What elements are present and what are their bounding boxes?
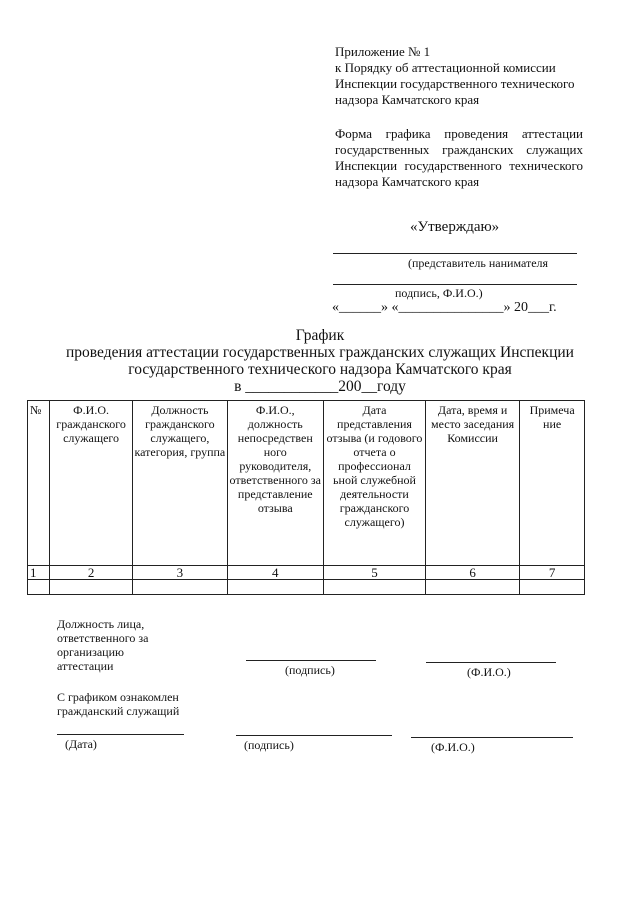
column-header: Дата представления отзыва (и годового отчета о профессионал ьной служебной деятельности гражданского служащего) — [324, 401, 426, 566]
column-header: Ф.И.О. гражданского служащего — [49, 401, 132, 566]
responsible-line: организацию — [57, 645, 124, 659]
document-title-year: в ____________200__году — [234, 378, 406, 395]
column-header: Ф.И.О., должность непосредствен ного руководителя, ответственного за представление отзыва — [227, 401, 323, 566]
column-number: 6 — [425, 566, 519, 580]
table-cell — [520, 580, 585, 595]
table-cell — [324, 580, 426, 595]
column-header: № — [28, 401, 50, 566]
acquainted-label — [57, 690, 227, 718]
document-title-line: государственного технического надзора Камчатского края — [128, 361, 512, 378]
column-number: 5 — [324, 566, 426, 580]
fio-label: (Ф.И.О.) — [467, 665, 511, 679]
responsible-person-label — [57, 617, 207, 673]
acquainted-line: С графиком ознакомлен — [57, 690, 179, 704]
column-number: 3 — [133, 566, 227, 580]
signature-label-2: (подпись) — [244, 738, 294, 752]
table-cell — [49, 580, 132, 595]
table-cell — [227, 580, 323, 595]
approval-date-line: «______» «_______________» 20___г. — [332, 300, 557, 315]
approval-signature-line-1 — [333, 253, 577, 254]
date-line — [57, 734, 184, 735]
signature-label: (подпись) — [285, 663, 335, 677]
column-number: 7 — [520, 566, 585, 580]
column-header: Дата, время и место заседания Комиссии — [425, 401, 519, 566]
form-description-line: надзора Камчатского края — [335, 174, 480, 189]
acquainted-line: гражданский служащий — [57, 704, 180, 718]
table-number-row — [28, 566, 585, 580]
table-header-row — [28, 401, 585, 566]
schedule-table — [27, 400, 585, 595]
approval-signature-line-2 — [333, 284, 577, 285]
table-cell — [425, 580, 519, 595]
form-description — [335, 126, 583, 190]
column-number: 4 — [227, 566, 323, 580]
document-title-line: проведения аттестации государственных гражданских служащих Инспекции — [66, 344, 574, 361]
representative-label: (представитель нанимателя — [408, 256, 549, 270]
table-cell — [133, 580, 227, 595]
approval-title: «Утверждаю» — [410, 219, 500, 235]
table-cell — [28, 580, 50, 595]
form-description-line: государственных гражданских служащих — [335, 142, 583, 157]
responsible-line: ответственного за — [57, 631, 149, 645]
responsible-line: аттестации — [57, 659, 114, 673]
column-header: Должность гражданского служащего, категория, группа — [133, 401, 227, 566]
appendix-line: Приложение № 1 — [335, 44, 431, 59]
signature-line-2 — [236, 735, 392, 736]
fio-label-2: (Ф.И.О.) — [431, 740, 475, 754]
column-number: 2 — [49, 566, 132, 580]
appendix-line: надзора Камчатского края — [335, 92, 480, 107]
table-row — [28, 580, 585, 595]
appendix-line: к Порядку об аттестационной комиссии — [335, 60, 556, 75]
document-heading: График — [295, 327, 345, 344]
appendix-block — [335, 44, 585, 108]
fio-line — [426, 662, 556, 663]
column-header: Примеча ние — [520, 401, 585, 566]
responsible-line: Должность лица, — [57, 617, 145, 631]
approval-signature-label: подпись, Ф.И.О.) — [395, 286, 483, 300]
fio-line-2 — [411, 737, 573, 738]
date-label: (Дата) — [65, 737, 97, 751]
signature-line — [246, 660, 376, 661]
form-description-line: Инспекции государственного технического — [335, 158, 583, 173]
appendix-line: Инспекции государственного технического — [335, 76, 575, 91]
form-description-line: Форма графика проведения аттестации — [335, 126, 583, 141]
column-number: 1 — [28, 566, 50, 580]
